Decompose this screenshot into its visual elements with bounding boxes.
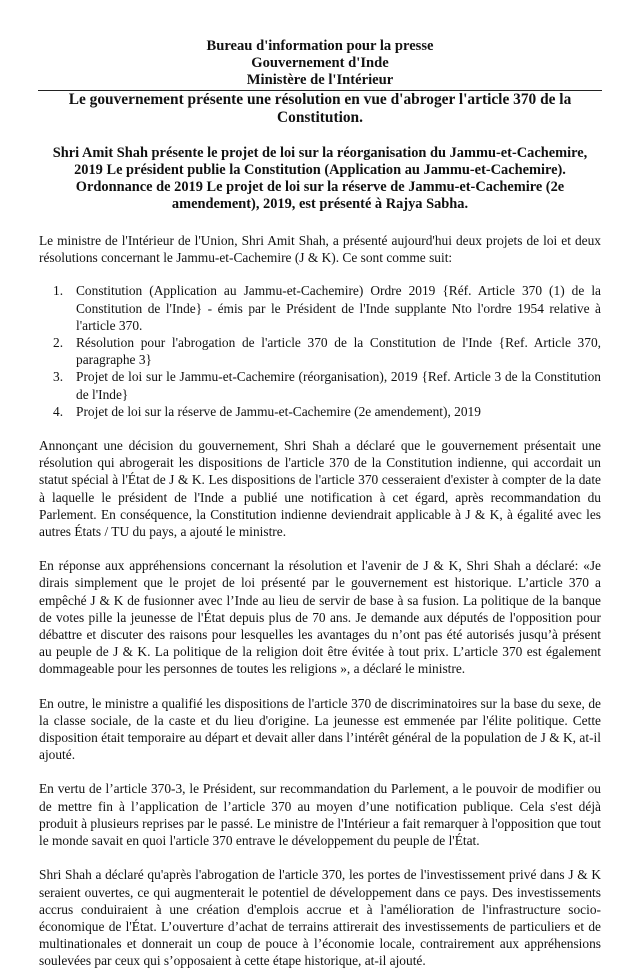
paragraph-response: En réponse aux appréhensions concernant la résolution et l'avenir de J & K, Shri Shah a déclaré: «Je dirais simplement que le projet de loi présenté par le gouvernement est historique. L’article 370 a empêché J & K de fusionner avec l’Inde au lieu de servir de base à sa fusion. La politique de la banque de votes pille la jeunesse de l'État depuis plus de 70 ans. Je demande aux députés de l'opposition pour débattre et discuter des raisons pour lesquelles les avantages du n’ont pas été autorisés jusqu’à présent au peuple de J & K. La politique de la religion doit être évitée à tout prix. L’article 370 est également dommageable pour les personnes de toutes les religions », a déclaré le ministre. [39, 558, 601, 677]
list-item [39, 403, 601, 420]
header-government: Gouvernement d'Inde [251, 55, 389, 71]
paragraph-investment: Shri Shah a déclaré qu'après l'abrogation de l'article 370, les portes de l'investissement privé dans J & K seraient ouvertes, ce qui augmenterait le potentiel de développement dans ce pays. Des investissements accrus conduiraient à une création d'emplois accrue et à l'amélioration de l'infrastructure socio-économique de l'État. L’ouverture d’achat de terrains attirerait des investissements de particuliers et de multinationales et donnerait un coup de pouce à l’économie locale, contrairement aux appréhensions soulevées par ceux qui s’opposaient à cette étape historique, at-il ajouté. [39, 867, 601, 969]
document-title: Le gouvernement présente une résolution en vue d'abroger l'article 370 de la Constitution. [68, 91, 572, 126]
header-ministry: Ministère de l'Intérieur [246, 72, 394, 88]
list-item-text: Projet de loi sur la réserve de Jammu-et-Cachemire (2e amendement), 2019 [76, 403, 481, 419]
document-subtitle: Shri Amit Shah présente le projet de loi sur la réorganisation du Jammu-et-Cachemire, 2019 Le président publie la Constitution (Application au Jammu-et-Cachemire). Ordonnance de 2019 Le projet de loi sur la réserve de Jammu-et-Cachemire (2e amendement), 2019, est présenté à Rajya Sabha. [52, 145, 588, 212]
press-release-page [39, 38, 601, 970]
bills-list [39, 282, 601, 420]
list-item-text: Projet de loi sur le Jammu-et-Cachemire (réorganisation), 2019 {Ref. Article 3 de la Constitution de l'Inde} [76, 369, 601, 402]
list-item-number: 2. [53, 335, 64, 351]
list-item-text: Constitution (Application au Jammu-et-Cachemire) Ordre 2019 {Réf. Article 370 (1) de la Constitution de l'Inde} - émis par le Président de l'Inde supplante Nto l'ordre 1954 relative à l'article 370. [76, 283, 601, 333]
list-item-text: Résolution pour l'abrogation de l'article 370 de la Constitution de l'Inde {Ref. Article 370, paragraphe 3} [76, 335, 601, 368]
list-item-number: 4. [53, 403, 64, 419]
intro-paragraph: Le ministre de l'Intérieur de l'Union, Shri Amit Shah, a présenté aujourd'hui deux projets de loi et deux résolutions concernant le Jammu-et-Cachemire (J & K). Ce sont comme suit: [39, 233, 601, 266]
list-item [39, 368, 601, 402]
list-item [39, 334, 601, 368]
list-item [39, 282, 601, 334]
header-organization: Bureau d'information pour la presse [206, 38, 434, 54]
document-header [39, 38, 601, 89]
paragraph-announcement: Annonçant une décision du gouvernement, Shri Shah a déclaré que le gouvernement présentait une résolution qui abrogerait les dispositions de l'article 370 de la Constitution indienne, qui accordait un statut spécial à l'État de J & K. Les dispositions de l'article 370 cesseraient d'exister à compter de la date à laquelle le président de l'Inde a publié une notification à cet égard, après recommandation du Parlement. En conséquence, la Constitution indienne deviendrait applicable à J & K, à égalité avec les autres États / TU du pays, a ajouté le ministre. [39, 438, 601, 540]
paragraph-discrimination: En outre, le ministre a qualifié les dispositions de l'article 370 de discriminatoires sur la base du sexe, de la classe sociale, de la caste et du lieu d'origine. La jeunesse est emmenée par l'élite politique. Cette disposition était temporaire au départ et devait aller dans l’intérêt général de la population de J & K, at-il ajouté. [39, 695, 601, 763]
list-item-number: 3. [53, 369, 64, 385]
list-item-number: 1. [53, 283, 64, 299]
paragraph-article-370-3: En vertu de l’article 370-3, le Président, sur recommandation du Parlement, a le pouvoir de modifier ou de mettre fin à l’application de l’article 370 au moyen d’une notification publique. Cela s'est déjà produit à plusieurs reprises par le passé. Le ministre de l'Intérieur a fait remarquer à l'opposition que tout le monde savait en quoi l'article 370 entrave le développement du peuple de l'État. [39, 781, 601, 849]
